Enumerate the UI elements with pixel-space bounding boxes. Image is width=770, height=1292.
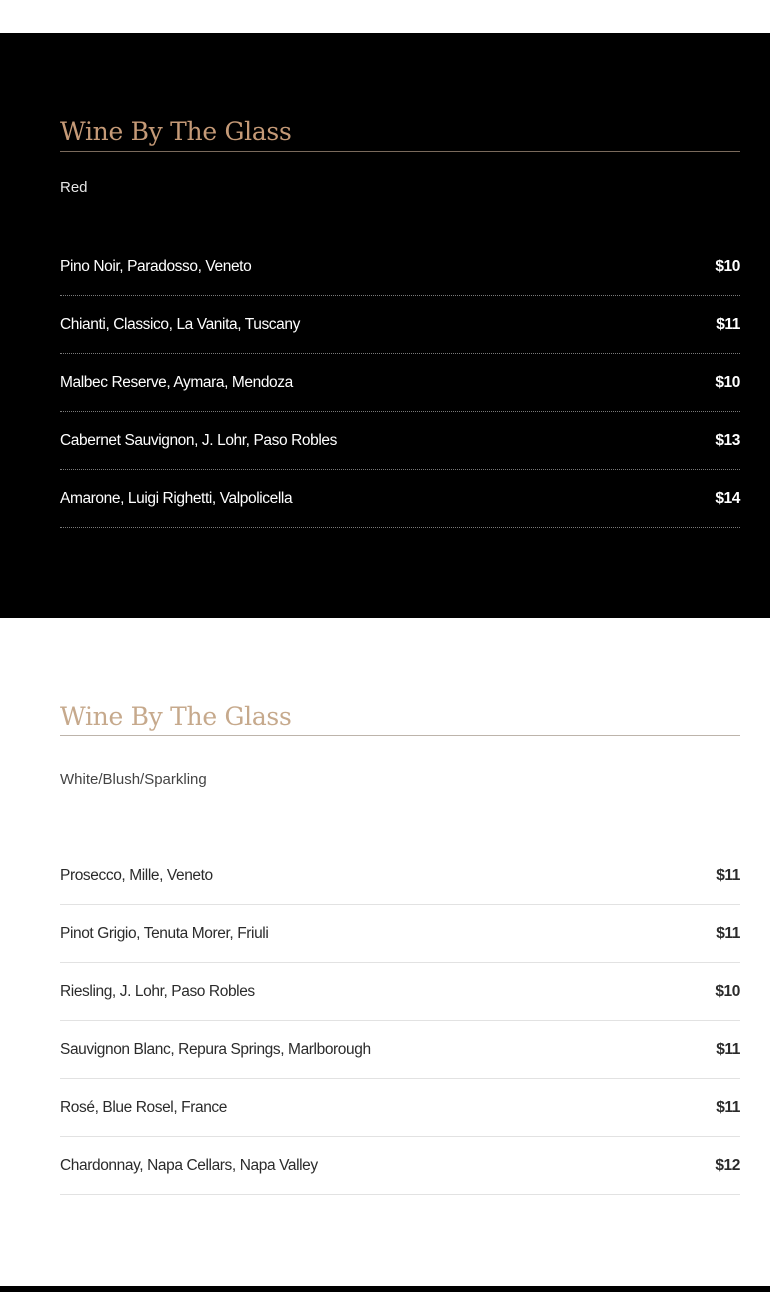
item-name: Sauvignon Blanc, Repura Springs, Marlborough — [60, 1041, 371, 1058]
bottom-dark-strip — [0, 1286, 770, 1292]
item-price: $11 — [716, 867, 740, 884]
item-name: Prosecco, Mille, Veneto — [60, 867, 213, 884]
item-price: $10 — [715, 983, 740, 1000]
title-divider — [60, 735, 740, 736]
menu-item — [60, 470, 740, 528]
item-name: Amarone, Luigi Righetti, Valpolicella — [60, 490, 293, 507]
item-price: $12 — [715, 1157, 740, 1174]
item-name: Cabernet Sauvignon, J. Lohr, Paso Robles — [60, 432, 337, 449]
menu-item — [60, 963, 740, 1021]
item-price: $10 — [715, 374, 740, 391]
item-name: Pinot Grigio, Tenuta Morer, Friuli — [60, 925, 269, 942]
menu-item-list — [60, 238, 740, 528]
item-name: Rosé, Blue Rosel, France — [60, 1099, 228, 1116]
menu-item — [60, 1137, 740, 1195]
item-price: $11 — [716, 925, 740, 942]
title-divider — [60, 151, 740, 152]
item-name: Chardonnay, Napa Cellars, Napa Valley — [60, 1157, 318, 1174]
category-label: White/Blush/Sparkling — [60, 771, 207, 788]
item-price: $14 — [715, 490, 740, 507]
section-title: Wine By The Glass — [60, 117, 292, 146]
item-price: $11 — [716, 316, 740, 333]
item-name: Pino Noir, Paradosso, Veneto — [60, 258, 252, 275]
item-name: Chianti, Classico, La Vanita, Tuscany — [60, 316, 300, 333]
section-title: Wine By The Glass — [60, 702, 292, 731]
menu-item — [60, 847, 740, 905]
item-name: Riesling, J. Lohr, Paso Robles — [60, 983, 255, 1000]
menu-item — [60, 238, 740, 296]
white-wine-section — [0, 618, 770, 1286]
menu-item — [60, 1021, 740, 1079]
item-name: Malbec Reserve, Aymara, Mendoza — [60, 374, 293, 391]
red-wine-section — [0, 33, 770, 618]
menu-item — [60, 296, 740, 354]
menu-item — [60, 905, 740, 963]
item-price: $10 — [715, 258, 740, 275]
item-price: $13 — [715, 432, 740, 449]
category-label: Red — [60, 179, 88, 196]
item-price: $11 — [716, 1099, 740, 1116]
menu-item — [60, 1079, 740, 1137]
menu-item — [60, 412, 740, 470]
menu-item — [60, 354, 740, 412]
menu-item-list — [60, 847, 740, 1195]
item-price: $11 — [716, 1041, 740, 1058]
top-margin-strip — [0, 0, 770, 33]
